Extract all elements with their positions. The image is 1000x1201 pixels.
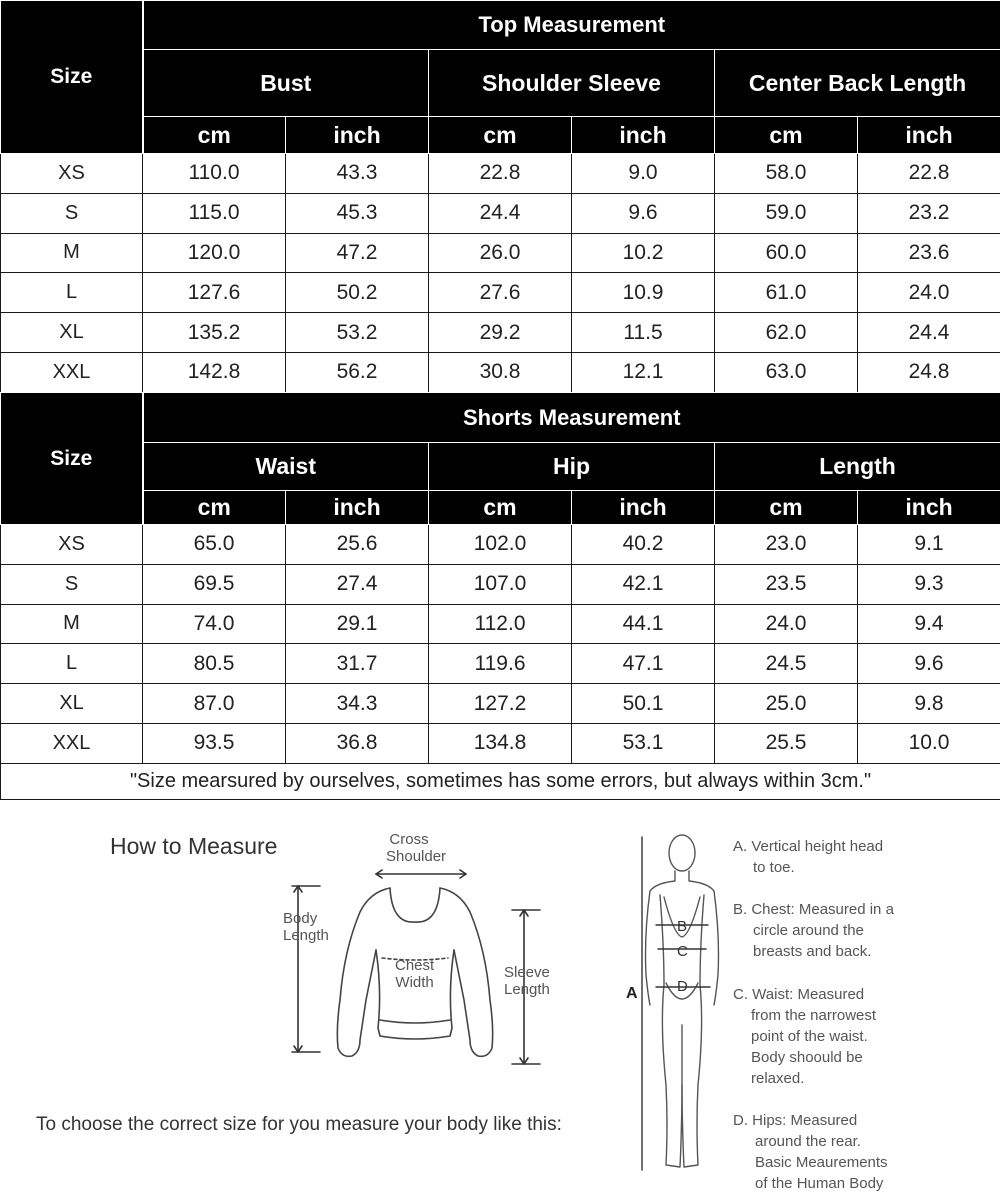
- body-length-label: [283, 910, 329, 944]
- label-line: Cross: [389, 831, 429, 848]
- shorts-table-body: [1, 525, 1000, 764]
- value-cell: 9.4: [858, 604, 1000, 644]
- table-row: [1, 273, 1000, 313]
- legend-a: [733, 836, 883, 878]
- value-cell: 110.0: [143, 154, 286, 194]
- value-cell: 119.6: [429, 644, 572, 684]
- figure-letter-d: D: [677, 978, 688, 995]
- value-cell: 74.0: [143, 604, 286, 644]
- table-row: [1, 644, 1000, 684]
- value-cell: 23.6: [858, 233, 1000, 273]
- value-cell: 29.1: [286, 604, 429, 644]
- size-cell: M: [1, 604, 143, 644]
- value-cell: 34.3: [286, 684, 429, 724]
- value-cell: 112.0: [429, 604, 572, 644]
- top-measurement-table: [0, 0, 1000, 393]
- value-cell: 26.0: [429, 233, 572, 273]
- legend-line: B. Chest: Measured in a: [733, 901, 894, 918]
- value-cell: 9.6: [858, 644, 1000, 684]
- legend-line: D. Hips: Measured: [733, 1112, 858, 1129]
- legend-line: breasts and back.: [753, 943, 872, 960]
- label-line: Body: [283, 910, 318, 927]
- table-row: [1, 525, 1000, 565]
- value-cell: 93.5: [143, 723, 286, 763]
- size-cell: S: [1, 564, 143, 604]
- value-cell: 29.2: [429, 313, 572, 353]
- value-cell: 40.2: [572, 525, 715, 565]
- value-cell: 58.0: [715, 154, 858, 194]
- value-cell: 63.0: [715, 352, 858, 392]
- table-row: [1, 723, 1000, 763]
- table-row: [1, 233, 1000, 273]
- value-cell: 53.2: [286, 313, 429, 353]
- size-cell: L: [1, 273, 143, 313]
- value-cell: 23.2: [858, 193, 1000, 233]
- cross-shoulder-label: [386, 831, 447, 865]
- value-cell: 135.2: [143, 313, 286, 353]
- value-cell: 47.1: [572, 644, 715, 684]
- unit-header: inch: [858, 491, 1000, 525]
- value-cell: 36.8: [286, 723, 429, 763]
- value-cell: 22.8: [429, 154, 572, 194]
- legend-line: C. Waist: Measured: [733, 986, 865, 1003]
- column-group-header: Hip: [429, 443, 715, 491]
- top-table-body: [1, 154, 1000, 393]
- table-row: [1, 352, 1000, 392]
- value-cell: 24.8: [858, 352, 1000, 392]
- value-cell: 23.5: [715, 564, 858, 604]
- value-cell: 56.2: [286, 352, 429, 392]
- value-cell: 25.5: [715, 723, 858, 763]
- figure-letter-c: C: [677, 943, 688, 960]
- unit-header: cm: [715, 491, 858, 525]
- value-cell: 25.6: [286, 525, 429, 565]
- column-group-header: Center Back Length: [715, 50, 1000, 117]
- label-line: Sleeve: [504, 964, 550, 981]
- label-line: Width: [395, 974, 434, 991]
- value-cell: 24.4: [429, 193, 572, 233]
- right-sleeve: [440, 888, 493, 1056]
- table-title: Top Measurement: [143, 1, 1000, 50]
- unit-header: inch: [286, 491, 429, 525]
- column-group-header: Length: [715, 443, 1000, 491]
- column-group-header: Waist: [143, 443, 429, 491]
- legend-line: to toe.: [753, 859, 795, 876]
- size-cell: M: [1, 233, 143, 273]
- label-line: Length: [283, 927, 329, 944]
- table-row: [1, 193, 1000, 233]
- label-line: Chest: [395, 957, 435, 974]
- table-row: [1, 154, 1000, 194]
- label-line: Shoulder: [386, 848, 447, 865]
- value-cell: 134.8: [429, 723, 572, 763]
- value-cell: 9.0: [572, 154, 715, 194]
- disclaimer-note: "Size mearsured by ourselves, sometimes has some errors, but always within 3cm.": [1, 763, 1000, 799]
- unit-header: cm: [715, 117, 858, 154]
- size-cell: S: [1, 193, 143, 233]
- size-cell: XL: [1, 313, 143, 353]
- legend-line: circle around the: [753, 922, 864, 939]
- value-cell: 9.8: [858, 684, 1000, 724]
- value-cell: 43.3: [286, 154, 429, 194]
- table-row: [1, 313, 1000, 353]
- value-cell: 87.0: [143, 684, 286, 724]
- garment-neckline: [390, 888, 440, 922]
- value-cell: 115.0: [143, 193, 286, 233]
- value-cell: 27.4: [286, 564, 429, 604]
- legend-line: from the narrowest: [751, 1007, 877, 1024]
- how-to-measure-title: How to Measure: [110, 833, 278, 859]
- value-cell: 10.2: [572, 233, 715, 273]
- unit-header: cm: [429, 117, 572, 154]
- value-cell: 142.8: [143, 352, 286, 392]
- legend-line: of the Human Body: [755, 1175, 884, 1192]
- size-cell: XS: [1, 154, 143, 194]
- column-group-header: Bust: [143, 50, 429, 117]
- value-cell: 127.2: [429, 684, 572, 724]
- value-cell: 10.9: [572, 273, 715, 313]
- unit-header: inch: [858, 117, 1000, 154]
- figure-letter-a: A: [626, 985, 638, 1002]
- value-cell: 11.5: [572, 313, 715, 353]
- value-cell: 50.1: [572, 684, 715, 724]
- legend-line: A. Vertical height head: [733, 838, 884, 855]
- chest-width-label: [395, 957, 434, 991]
- value-cell: 30.8: [429, 352, 572, 392]
- size-header: Size: [1, 393, 143, 525]
- unit-header: cm: [143, 491, 286, 525]
- unit-header: cm: [429, 491, 572, 525]
- value-cell: 25.0: [715, 684, 858, 724]
- value-cell: 69.5: [143, 564, 286, 604]
- legend-c: [733, 984, 876, 1089]
- table-row: [1, 684, 1000, 724]
- value-cell: 61.0: [715, 273, 858, 313]
- size-header: Size: [1, 1, 143, 154]
- measure-instruction: To choose the correct size for you measure your body like this:: [36, 1114, 562, 1135]
- value-cell: 102.0: [429, 525, 572, 565]
- value-cell: 45.3: [286, 193, 429, 233]
- size-cell: XXL: [1, 352, 143, 392]
- value-cell: 127.6: [143, 273, 286, 313]
- unit-header: inch: [572, 117, 715, 154]
- figure-letter-b: B: [677, 918, 688, 935]
- size-cell: XS: [1, 525, 143, 565]
- value-cell: 62.0: [715, 313, 858, 353]
- unit-header: inch: [286, 117, 429, 154]
- legend-line: relaxed.: [751, 1070, 805, 1087]
- value-cell: 24.0: [715, 604, 858, 644]
- legend-b: [733, 899, 894, 962]
- table-title: Shorts Measurement: [143, 393, 1000, 443]
- left-sleeve: [337, 888, 390, 1056]
- legend-line: around the rear.: [755, 1133, 861, 1150]
- size-cell: XL: [1, 684, 143, 724]
- column-group-header: Shoulder Sleeve: [429, 50, 715, 117]
- label-line: Length: [504, 981, 550, 998]
- sleeve-length-label: [504, 964, 550, 998]
- value-cell: 42.1: [572, 564, 715, 604]
- value-cell: 24.5: [715, 644, 858, 684]
- unit-header: inch: [572, 491, 715, 525]
- value-cell: 27.6: [429, 273, 572, 313]
- value-cell: 120.0: [143, 233, 286, 273]
- value-cell: 12.1: [572, 352, 715, 392]
- value-cell: 59.0: [715, 193, 858, 233]
- table-row: [1, 564, 1000, 604]
- value-cell: 47.2: [286, 233, 429, 273]
- legend-d: [733, 1110, 888, 1194]
- value-cell: 44.1: [572, 604, 715, 644]
- table-row: [1, 604, 1000, 644]
- value-cell: 24.0: [858, 273, 1000, 313]
- unit-header: cm: [143, 117, 286, 154]
- size-cell: L: [1, 644, 143, 684]
- value-cell: 9.1: [858, 525, 1000, 565]
- value-cell: 107.0: [429, 564, 572, 604]
- legend-line: point of the waist.: [751, 1028, 868, 1045]
- value-cell: 10.0: [858, 723, 1000, 763]
- shorts-measurement-table: [0, 392, 1000, 800]
- value-cell: 23.0: [715, 525, 858, 565]
- size-cell: XXL: [1, 723, 143, 763]
- value-cell: 65.0: [143, 525, 286, 565]
- value-cell: 53.1: [572, 723, 715, 763]
- value-cell: 50.2: [286, 273, 429, 313]
- value-cell: 9.6: [572, 193, 715, 233]
- value-cell: 24.4: [858, 313, 1000, 353]
- value-cell: 22.8: [858, 154, 1000, 194]
- legend-line: Body shoould be: [751, 1049, 863, 1066]
- value-cell: 80.5: [143, 644, 286, 684]
- legend-line: Basic Meaurements: [755, 1154, 888, 1171]
- value-cell: 9.3: [858, 564, 1000, 604]
- value-cell: 60.0: [715, 233, 858, 273]
- value-cell: 31.7: [286, 644, 429, 684]
